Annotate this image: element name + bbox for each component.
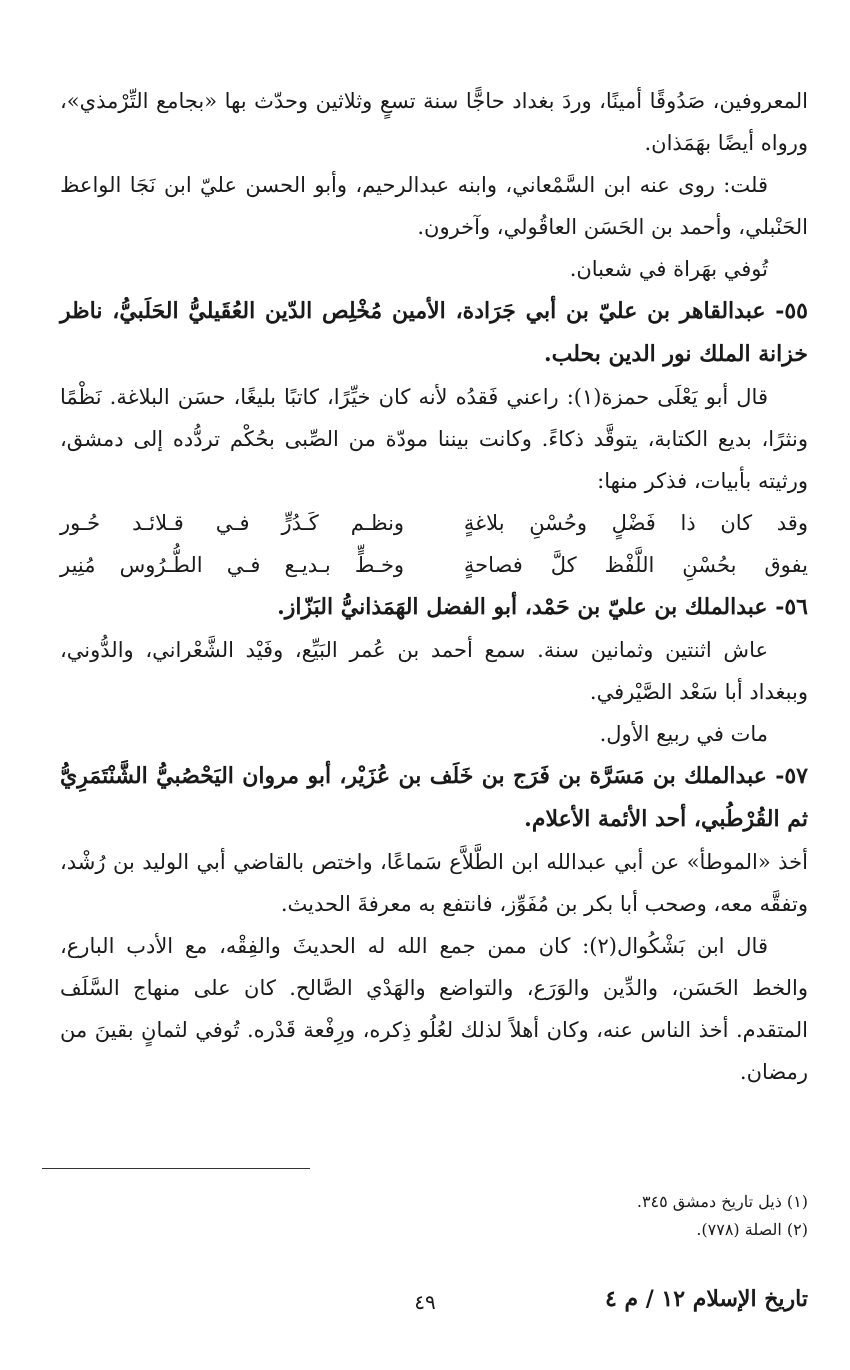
biography-heading-55: ٥٥- عبدالقاهر بن عليّ بن أبي جَرَادة، الأمين مُخْلِص الدّين العُقَيليُّ الحَلَبيُّ، ناظر خزانة الملك نور الدين بحلب.: [60, 298, 808, 367]
paragraph: تُوفي بهَراة في شعبان.: [569, 257, 768, 281]
poem-hemistich: وخـطٍّ بـديـع فـي الطُّـرُوس مُنِير: [60, 553, 405, 577]
paragraph: قال أبو يَعْلَى حمزة(١): راعني فَقدُه لأنه كان خيِّرًا، كاتبًا بليغًا، حسَن البلاغة. نَظْمًا ونثرًا، بديع الكتابة، يتوقَّد ذكاءً. وكانت بيننا مودّة من الصِّبى بحُكْم تردُّده إلى دمشق، ورثيته بأبيات، فذكر منها:: [60, 385, 808, 493]
paragraph: مات في ربيع الأول.: [599, 722, 768, 746]
poem-verse: [60, 502, 808, 544]
poem-hemistich: وقد كان ذا فَضْلٍ وحُسْنِ بلاغةٍ: [463, 511, 808, 535]
footnote: (١) ذيل تاريخ دمشق ٣٤٥.: [636, 1192, 808, 1211]
footnotes: [60, 1188, 808, 1244]
poem-hemistich: ونظـم كَـدُرٍّ فـي قـلائـد حُـور: [60, 511, 405, 535]
paragraph: قلت: روى عنه ابن السَّمْعاني، وابنه عبدالرحيم، وأبو الحسن عليّ ابن نَجَا الواعظ الحَنْبلي، وأحمد بن الحَسَن العاقُولي، وآخرون.: [60, 173, 808, 239]
poem: [60, 502, 808, 586]
biography-heading-56: ٥٦- عبدالملك بن عليّ بن حَمْد، أبو الفضل الهَمَذانيُّ البَزّاز.: [277, 594, 808, 620]
biography-heading-57: ٥٧- عبدالملك بن مَسَرَّة بن فَرَج بن خَلَف بن عُزَيْر، أبو مروان اليَحْصُبيُّ الشَّنْتَمَرِيُّ ثم القُرْطُبي، أحد الأئمة الأعلام.: [60, 763, 808, 832]
signature-line: تاريخ الإسلام ١٢ / م ٤: [604, 1286, 808, 1312]
page-number: ٤٩: [414, 1290, 436, 1314]
footnote: (٢) الصلة (٧٧٨).: [696, 1220, 808, 1239]
main-text: [60, 80, 808, 1093]
paragraph: قال ابن بَشْكُوال(٢): كان ممن جمع الله له الحديثَ والفِقْه، مع الأدب البارع، والخط الحَسَن، والدِّين والوَرَع، والتواضع والهَدْي الصَّالح. كان على منهاج السَّلَف المتقدم. أخذ الناس عنه، وكان أهلاً لذلك لعُلُو ذِكره، ورِفْعة قَدْره. تُوفي لثمانٍ بقينَ من رمضان.: [60, 934, 808, 1084]
poem-hemistich: يفوق بحُسْنِ اللَّفْظ كلَّ فصاحةٍ: [463, 553, 808, 577]
paragraph: أخذ «الموطأ» عن أبي عبدالله ابن الطَّلاَّع سَماعًا، واختص بالقاضي أبي الوليد بن رُشْد، وتفقَّه معه، وصحب أبا بكر بن مُفَوِّز، فانتفع به معرفةَ الحديث.: [60, 850, 808, 916]
poem-verse: [60, 544, 808, 586]
paragraph: عاش اثنتين وثمانين سنة. سمع أحمد بن عُمر البَيِّع، وفَيْد الشَّعْراني، والدُّوني، وببغداد أبا سَعْد الصَّيْرفي.: [60, 638, 808, 704]
paragraph: المعروفين، صَدُوقًا أمينًا، وردَ بغداد حاجًّا سنة تسعٍ وثلاثين وحدّث بها «بجامع التِّرْمذي»، ورواه أيضًا بهَمَذان.: [60, 89, 808, 155]
footnote-divider: [42, 1168, 310, 1169]
